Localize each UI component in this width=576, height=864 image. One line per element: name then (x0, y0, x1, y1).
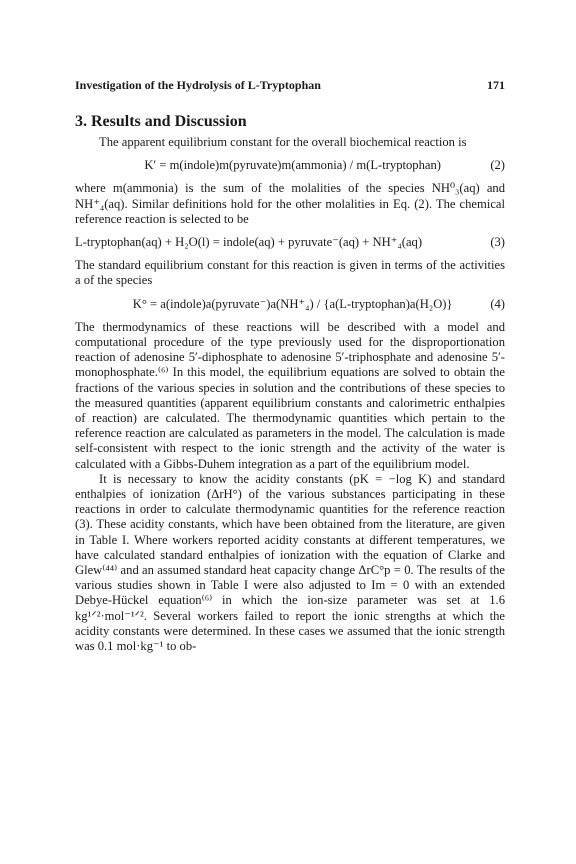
paragraph-4: The thermodynamics of these reactions will be described with a model and computational procedure of the type previously used for the disproportionation reaction of adenosine 5′-diphosphate to adenosine 5′-triphosphate and adenosine 5′-monophosphate.⁽⁶⁾ In this model, the equilibrium equations are solved to obtain the fractions of the various species in solution and the contributions of these species to the measured quantities (apparent equilibrium constants and calorimetric enthalpies of reaction) are calculated. The thermodynamic quantities which pertain to the reference reaction are calculated as parameters in the model. The calculation is made self-consistent with respect to the ionic strength and the activity of the water is calculated with a Gibbs-Duhem integration as a part of the equilibrium model. (75, 319, 505, 471)
running-title: Investigation of the Hydrolysis of L-Tryptophan (75, 78, 321, 92)
equation-3-body: L-tryptophan(aq) + H₂O(l) = indole(aq) + pyruvate⁻(aq) + NH⁺₄(aq) (75, 235, 423, 250)
section-title: 3. Results and Discussion (75, 113, 247, 130)
equation-2 (75, 158, 505, 173)
equation-2-number: (2) (490, 158, 505, 173)
paragraph-1: The apparent equilibrium constant for the overall biochemical reaction is (99, 135, 467, 149)
equation-4-body: K° = a(indole)a(pyruvate⁻)a(NH⁺₄) / {a(L-tryptophan)a(H₂O)} (132, 296, 453, 311)
equation-4-number: (4) (490, 296, 505, 311)
paper-page (75, 78, 505, 654)
page-number: 171 (487, 78, 505, 92)
paragraph-3: The standard equilibrium constant for this reaction is given in terms of the activities a of the species (75, 258, 505, 288)
equation-2-body: K′ = m(indole)m(pyruvate)m(ammonia) / m(L-tryptophan) (144, 158, 441, 173)
equation-4 (75, 297, 505, 312)
equation-3 (75, 235, 505, 250)
paragraph-2: where m(ammonia) is the sum of the molalities of the species NH⁰₃(aq) and NH⁺₄(aq). Similar definitions hold for the other molalities in Eq. (2). The chemical reference reaction is selected to be (75, 181, 505, 226)
equation-3-number: (3) (490, 235, 505, 250)
paragraph-5: It is necessary to know the acidity constants (pK = −log K) and standard enthalpies of ionization (ΔrH°) of the various substances participating in these reactions in order to calculate thermodynamic quantities for the reference reaction (3). These acidity constants, which have been obtained from the literature, are given in Table I. Where workers reported acidity constants at different temperatures, we have calculated standard enthalpies of ionization with the equation of Clarke and Glew⁽⁴⁴⁾ and an assumed standard heat capacity change ΔrC°p = 0. The results of the various studies shown in Table I were also adjusted to Im = 0 with an extended Debye-Hückel equation⁽⁶⁾ in which the ion-size parameter was set at 1.6 kg¹ᐟ²·mol⁻¹ᐟ². Several workers failed to report the ionic strengths at which the acidity constants were determined. In these cases we assumed that the ionic strength was 0.1 mol·kg⁻¹ to ob- (75, 471, 505, 654)
running-header (75, 78, 505, 92)
